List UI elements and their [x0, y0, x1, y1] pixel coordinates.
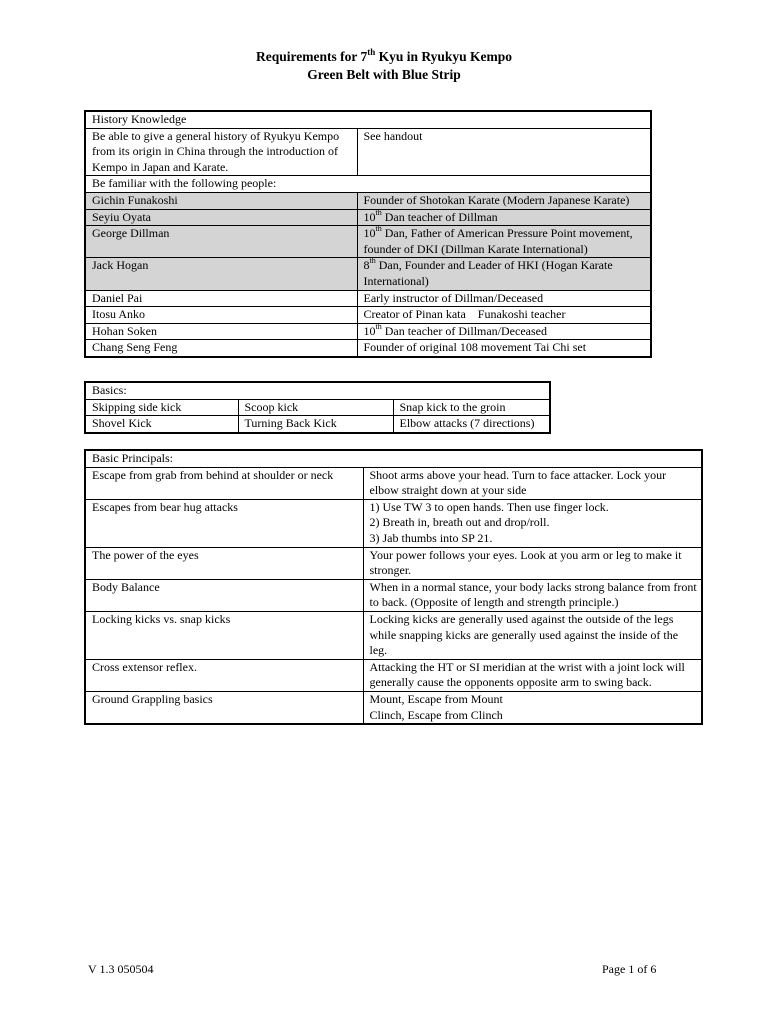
history-general-question: Be able to give a general history of Ryukyu Kempo from its origin in China through the introduction of Kempo in Japan and Karate. [85, 128, 357, 176]
table-row [85, 209, 651, 226]
principle-description [363, 467, 702, 499]
person-description [357, 290, 651, 307]
page-number: Page 1 of 6 [602, 962, 657, 976]
title-line1-sup: th [367, 46, 376, 57]
table-row [85, 258, 651, 290]
person-name: Gichin Funakoshi [85, 192, 357, 209]
principle-name: Escape from grab from behind at shoulder or neck [85, 467, 363, 499]
description-text: 10 [363, 226, 376, 241]
principles-header: Basic Principals: [85, 450, 702, 467]
page-title [0, 48, 768, 65]
description-text: Dan, Founder and Leader of HKI (Hogan Karate International) [363, 258, 613, 288]
person-name: Daniel Pai [85, 290, 357, 307]
principle-description [363, 547, 702, 579]
description-line: 3) Jab thumbs into SP 21. [369, 530, 493, 545]
principle-description [363, 499, 702, 547]
ordinal-suffix: th [375, 207, 382, 217]
principle-name: Body Balance [85, 579, 363, 611]
history-general-answer: See handout [357, 128, 651, 176]
basics-cell: Snap kick to the groin [393, 399, 550, 416]
description-line: Attacking the HT or SI meridian at the wrist with a joint lock will generally cause the opponents opposite arm to swing back. [369, 659, 685, 690]
basics-cell: Elbow attacks (7 directions) [393, 416, 550, 433]
principle-description [363, 611, 702, 659]
table-row [85, 499, 702, 547]
table-row [85, 307, 651, 324]
principle-name: Escapes from bear hug attacks [85, 499, 363, 547]
person-name: Chang Seng Feng [85, 340, 357, 357]
description-text: Dan teacher of Dillman/Deceased [381, 323, 547, 338]
person-name: George Dillman [85, 226, 357, 258]
principle-description [363, 579, 702, 611]
table-row [85, 691, 702, 724]
table-row [85, 340, 651, 357]
description-text: Founder of original 108 movement Tai Chi set [363, 340, 587, 355]
basics-cell: Skipping side kick [85, 399, 238, 416]
title-line1-pre: Requirements for 7 [255, 49, 368, 64]
description-line: When in a normal stance, your body lacks strong balance from front to back. (Opposite of length and strength principle.) [369, 579, 697, 610]
description-text: 8 [363, 258, 370, 273]
table-row [85, 547, 702, 579]
table-row [85, 579, 702, 611]
description-line: Locking kicks are generally used against the outside of the legs while snapping kicks are generally used against the inside of the leg. [369, 611, 679, 658]
principle-description [363, 691, 702, 724]
principle-name: Cross extensor reflex. [85, 659, 363, 691]
description-text: Creator of Pinan kata Funakoshi teacher [363, 307, 566, 322]
description-line: 2) Breath in, breath out and drop/roll. [369, 515, 550, 530]
person-description [357, 226, 651, 258]
table-row [85, 467, 702, 499]
principle-name: Ground Grappling basics [85, 691, 363, 724]
description-line: Your power follows your eyes. Look at you arm or leg to make it stronger. [369, 547, 682, 578]
person-name: Itosu Anko [85, 307, 357, 324]
basics-header: Basics: [85, 382, 550, 399]
version-footer: V 1.3 050504 [88, 962, 154, 976]
description-line: Clinch, Escape from Clinch [369, 707, 503, 722]
description-text: Early instructor of Dillman/Deceased [363, 290, 544, 305]
basics-table [84, 381, 551, 434]
table-row [85, 659, 702, 691]
person-description [357, 307, 651, 324]
table-row [85, 416, 550, 433]
history-table [84, 110, 652, 358]
person-description [357, 192, 651, 209]
table-row [85, 323, 651, 340]
table-row [85, 399, 550, 416]
basics-cell: Turning Back Kick [238, 416, 393, 433]
basics-cell: Shovel Kick [85, 416, 238, 433]
description-line: 1) Use TW 3 to open hands. Then use finger lock. [369, 499, 609, 514]
table-row [85, 226, 651, 258]
description-text: Dan, Father of American Pressure Point movement, founder of DKI (Dillman Karate International) [363, 226, 633, 256]
table-row [85, 611, 702, 659]
principle-description [363, 659, 702, 691]
page-subtitle: Green Belt with Blue Strip [307, 67, 461, 82]
person-description [357, 258, 651, 290]
table-row [85, 192, 651, 209]
ordinal-suffix: th [375, 321, 382, 331]
people-intro: Be familiar with the following people: [85, 176, 651, 193]
description-text: 10 [363, 209, 376, 224]
person-name: Seyiu Oyata [85, 209, 357, 226]
table-row [85, 290, 651, 307]
history-header: History Knowledge [85, 111, 651, 128]
principle-name: Locking kicks vs. snap kicks [85, 611, 363, 659]
basics-cell: Scoop kick [238, 399, 393, 416]
description-line: Shoot arms above your head. Turn to face attacker. Lock your elbow straight down at your side [369, 467, 667, 498]
person-description [357, 340, 651, 357]
person-name: Jack Hogan [85, 258, 357, 290]
title-line1-post: Kyu in Ryukyu Kempo [375, 49, 513, 64]
description-line: Mount, Escape from Mount [369, 691, 503, 706]
principle-name: The power of the eyes [85, 547, 363, 579]
description-text: 10 [363, 323, 376, 338]
ordinal-suffix: th [375, 224, 382, 234]
person-description [357, 323, 651, 340]
description-text: Founder of Shotokan Karate (Modern Japanese Karate) [363, 192, 630, 207]
ordinal-suffix: th [369, 256, 376, 266]
principles-table [84, 449, 703, 725]
description-text: Dan teacher of Dillman [381, 209, 498, 224]
person-name: Hohan Soken [85, 323, 357, 340]
person-description [357, 209, 651, 226]
